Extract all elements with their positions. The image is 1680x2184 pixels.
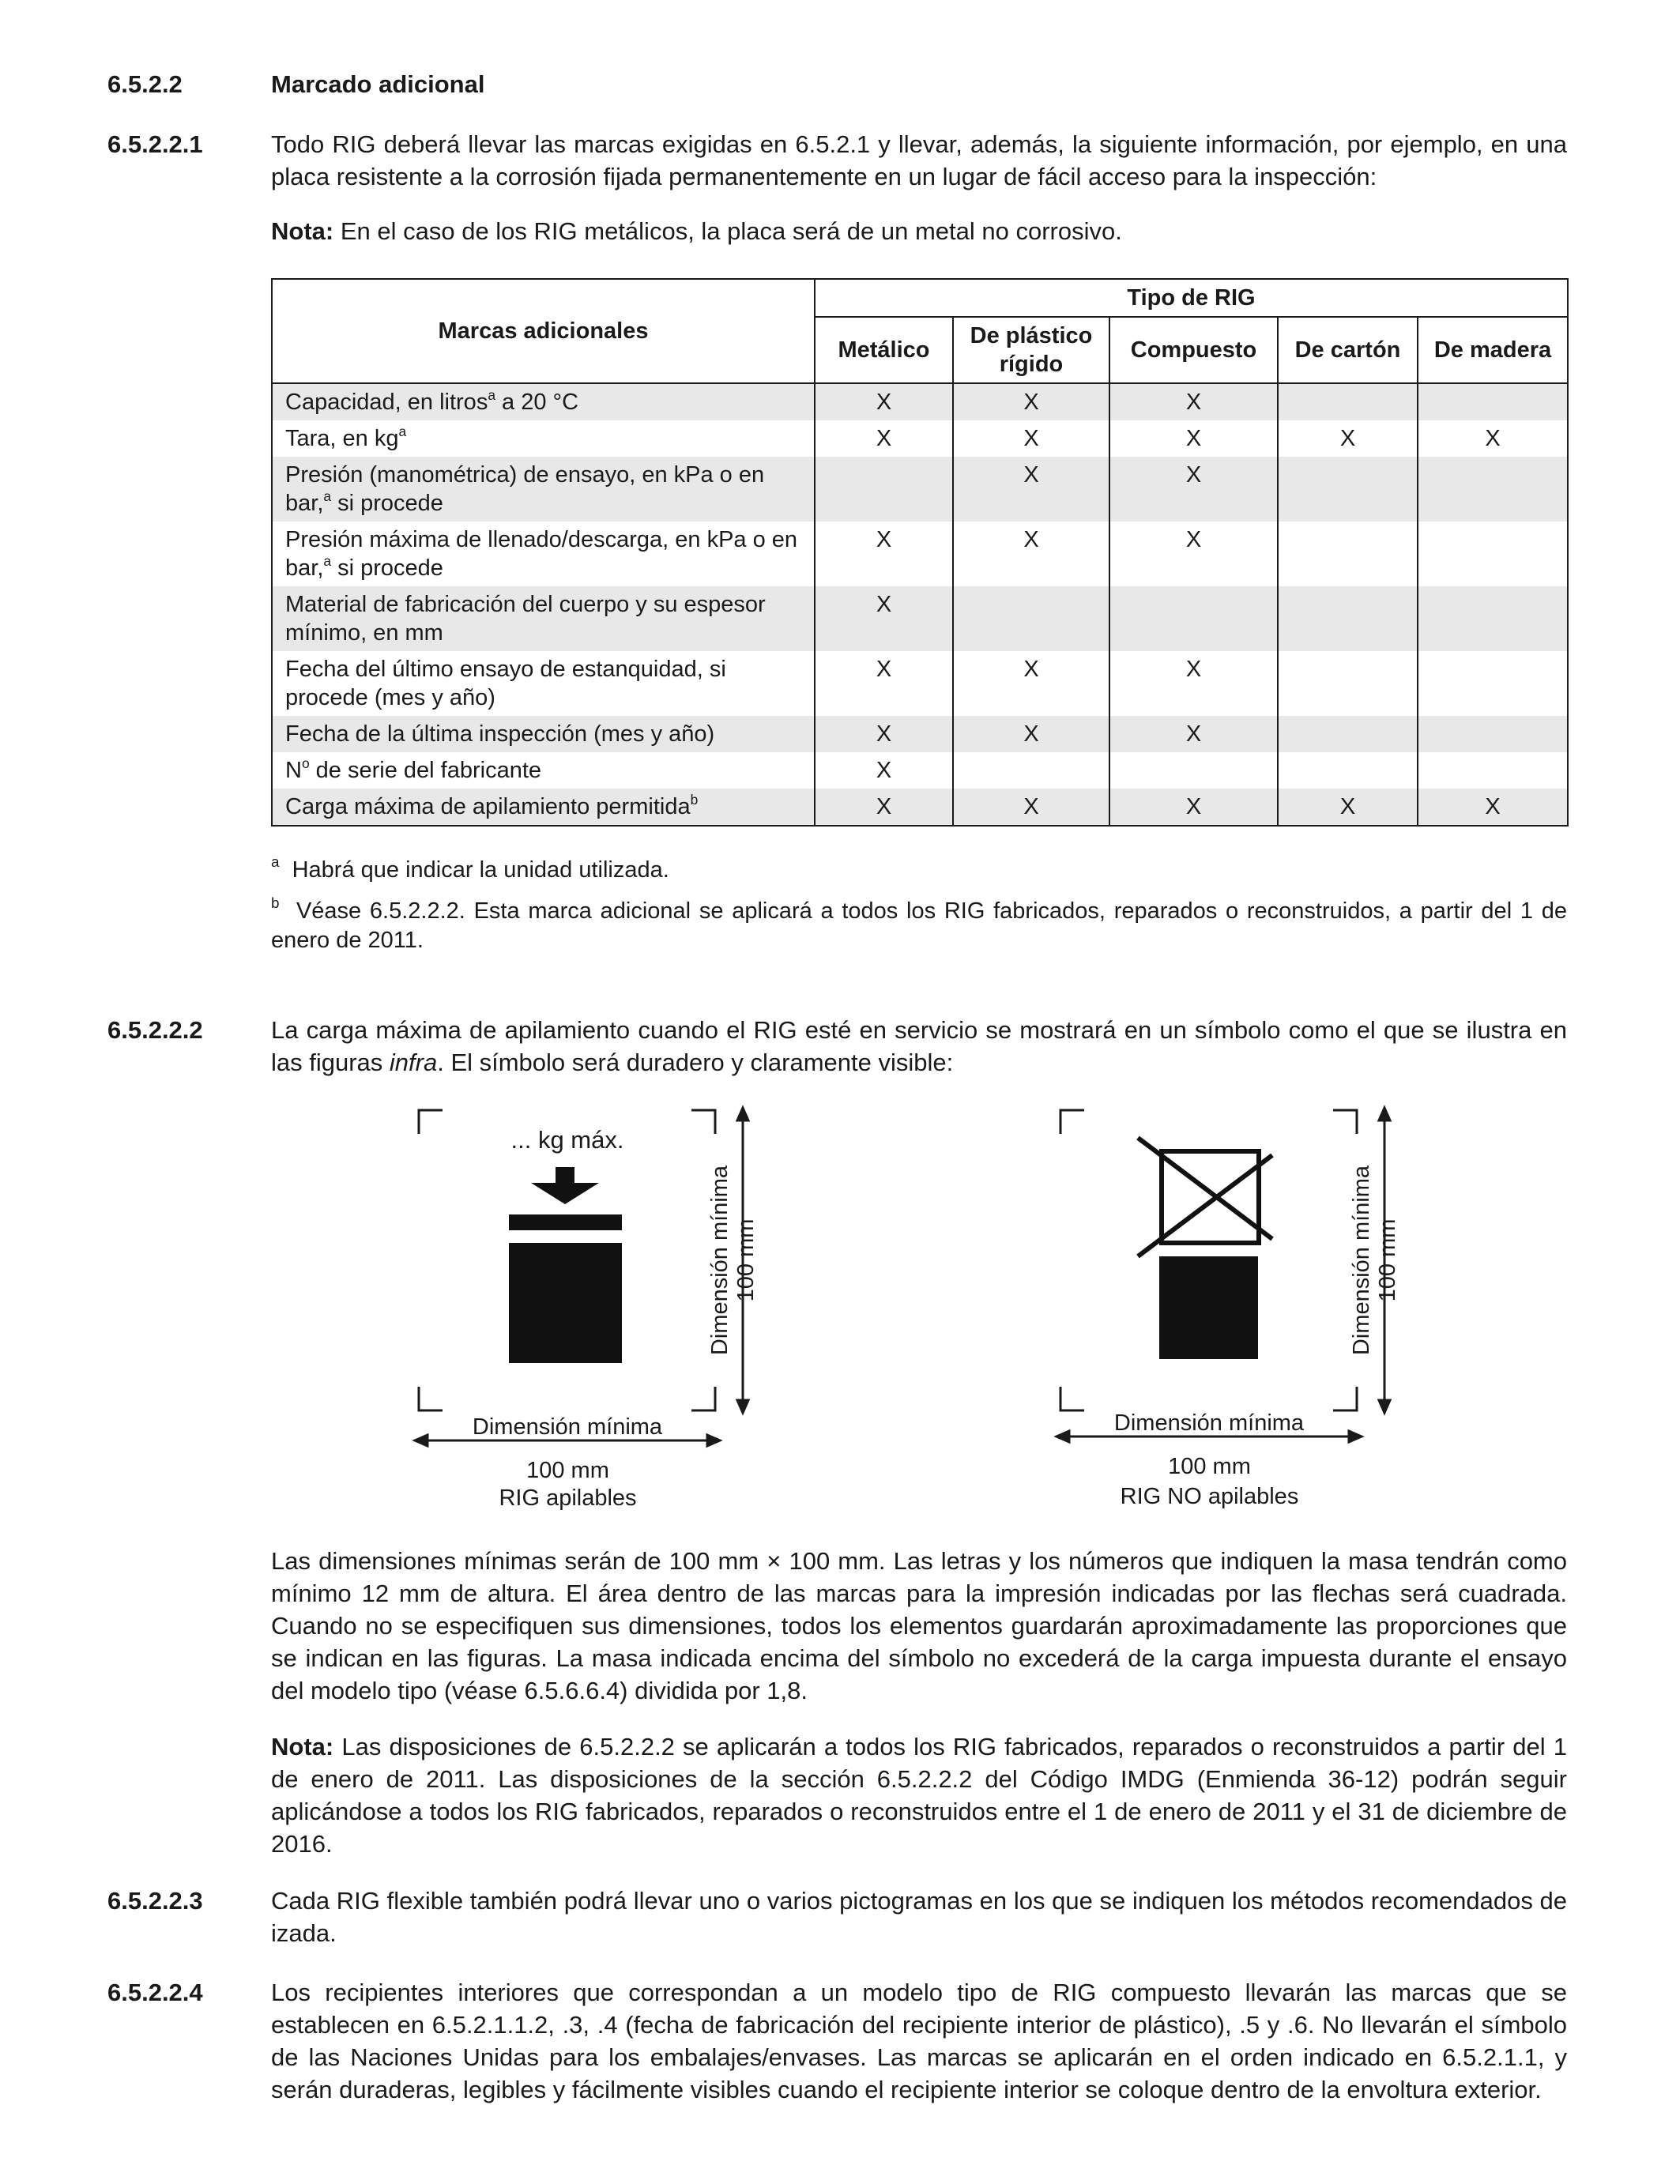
mark-cell: X — [953, 651, 1109, 716]
mark-cell: X — [815, 420, 953, 457]
dim-vertical-line1: Dimensión mínima — [1349, 1165, 1374, 1356]
mark-cell — [953, 586, 1109, 651]
paragraph-number-4: 6.5.2.2.4 — [107, 1979, 203, 2006]
table-row — [272, 420, 1568, 457]
mark-cell: X — [815, 716, 953, 752]
dim-horizontal-line1: Dimensión mínima — [472, 1414, 663, 1440]
mark-cell: X — [953, 716, 1109, 752]
table-row — [272, 716, 1568, 752]
row-label — [272, 586, 815, 651]
footnote-a-mark: a — [271, 853, 280, 870]
row-label-sup: o — [301, 755, 310, 771]
mark-cell: X — [815, 383, 953, 420]
section-title: Marcado adicional — [271, 70, 485, 98]
table-row — [272, 383, 1568, 420]
mark-cell — [1278, 383, 1418, 420]
rig-box-icon — [509, 1243, 622, 1363]
row-label — [272, 752, 815, 789]
dim-vertical-line2: 100 mm — [1375, 1218, 1400, 1302]
row-label — [272, 522, 815, 586]
table-row — [272, 586, 1568, 651]
mark-cell: X — [1109, 789, 1278, 826]
mark-cell — [1418, 522, 1568, 586]
mark-cell: X — [1278, 420, 1418, 457]
mark-cell — [1418, 716, 1568, 752]
mark-cell: X — [815, 752, 953, 789]
row-label-tail: si procede — [331, 555, 443, 581]
mark-cell — [1418, 752, 1568, 789]
row-label-text: Fecha del último ensayo de estanquidad, si procede (mes y año) — [285, 657, 726, 710]
footnote-b — [271, 894, 1567, 955]
rig-box-icon — [1159, 1256, 1258, 1359]
row-label — [272, 651, 815, 716]
dim-horizontal-line2-left: 100 mm — [526, 1458, 609, 1483]
row-label — [272, 716, 815, 752]
table-row — [272, 789, 1568, 826]
dim-horizontal-line2-right: 100 mm — [1168, 1454, 1251, 1479]
paragraph-3: Las dimensiones mínimas serán de 100 mm × 100 mm. Las letras y los números que indiquen la masa tendrán como mínimo 12 mm de altura. El área dentro de las marcas para la impresión indicadas por las flechas será cuadrada. Cuando no se especifiquen sus dimensiones, todos los elementos guardarán aproximadamente las proporciones que se indican en las figuras. La masa indicada encima del símbolo no excederá de la carga impuesta durante el ensayo del modelo tipo (véase 6.5.6.6.4) dividida por 1,8. — [271, 1547, 1567, 1704]
col-header-compuesto: Compuesto — [1109, 317, 1278, 383]
mark-cell: X — [953, 789, 1109, 826]
mark-cell: X — [953, 457, 1109, 522]
row-label-text: N — [285, 758, 302, 783]
footnote-a — [271, 853, 1567, 885]
row-label-tail: de serie del fabricante — [309, 758, 542, 783]
mark-cell: X — [1418, 420, 1568, 457]
footnote-b-mark: b — [271, 894, 280, 911]
row-label — [272, 420, 815, 457]
row-label — [272, 383, 815, 420]
paragraph-2-text-b: . El símbolo será duradero y claramente visible: — [437, 1049, 954, 1076]
mark-cell: X — [1418, 789, 1568, 826]
mark-cell — [1278, 716, 1418, 752]
mark-cell — [815, 457, 953, 522]
mark-cell: X — [1109, 716, 1278, 752]
col-header-marks: Marcas adicionales — [272, 279, 815, 383]
note-2-text: Las disposiciones de 6.5.2.2.2 se aplicarán a todos los RIG fabricados, reparados o reconstruidos a partir del 1 de enero de 2011. Las disposiciones de la sección 6.5.2.2.2 del Código IMDG (Enmienda 36-12) podrán seguir aplicándose a todos los RIG fabricados, reparados o reconstruidos entre el 1 de enero de 2011 y el 31 de diciembre de 2016. — [271, 1733, 1567, 1858]
mark-cell — [953, 752, 1109, 789]
dim-vertical-line1: Dimensión mínima — [707, 1165, 733, 1356]
col-header-madera: De madera — [1418, 317, 1568, 383]
mark-cell: X — [1109, 522, 1278, 586]
mark-cell — [1278, 457, 1418, 522]
row-label-text: Fecha de la última inspección (mes y año) — [285, 721, 715, 747]
stackable-symbol-figure — [395, 1098, 774, 1454]
table-row — [272, 522, 1568, 586]
paragraph-1: Todo RIG deberá llevar las marcas exigidas en 6.5.2.1 y llevar, además, la siguiente información, por ejemplo, en una placa resistente a la corrosión fijada permanentemente en un lugar de fácil acceso para la inspección: — [271, 130, 1567, 190]
paragraph-2-italic: infra — [389, 1049, 438, 1076]
row-label-sup: a — [488, 386, 495, 403]
row-label — [272, 457, 815, 522]
caption-non-stackable: RIG NO apilables — [1120, 1484, 1299, 1509]
row-label-text: Carga máxima de apilamiento permitida — [285, 794, 691, 819]
dim-vertical-line2: 100 mm — [733, 1218, 759, 1302]
mark-cell: X — [1278, 789, 1418, 826]
mark-cell — [1109, 586, 1278, 651]
row-label-text: Capacidad, en litros — [285, 390, 488, 415]
mark-cell — [1418, 383, 1568, 420]
mark-cell: X — [1109, 457, 1278, 522]
paragraph-number-3: 6.5.2.2.3 — [107, 1887, 203, 1915]
footnote-b-text: Véase 6.5.2.2.2. Esta marca adicional se aplicará a todos los RIG fabricados, reparados o reconstruidos, a partir del 1 de enero de 2011. — [271, 898, 1567, 953]
mark-cell: X — [953, 420, 1109, 457]
paragraph-5: Cada RIG flexible también podrá llevar uno o varios pictogramas en los que se indiquen los métodos recomendados de izada. — [271, 1887, 1567, 1947]
mark-cell: X — [1109, 420, 1278, 457]
paragraph-6: Los recipientes interiores que correspondan a un modelo tipo de RIG compuesto llevarán las marcas que se establecen en 6.5.2.1.1.2, .3, .4 (fecha de fabricación del recipiente interior de plástico), .5 y .6. No llevarán el símbolo de las Naciones Unidas para los embalajes/envases. Las marcas se aplicarán en el orden indicado en 6.5.2.1.1, y serán duraderas, legibles y fácilmente visibles cuando el recipiente interior se coloque dentro de la envoltura exterior. — [271, 1979, 1567, 2103]
mark-cell — [1418, 651, 1568, 716]
mark-cell: X — [1109, 651, 1278, 716]
row-label-text: Presión (manométrica) de ensayo, en kPa o en bar, — [285, 462, 765, 516]
mark-cell: X — [815, 789, 953, 826]
row-label-tail: si procede — [331, 491, 443, 516]
note-1 — [271, 215, 1567, 247]
mark-cell — [1418, 457, 1568, 522]
row-label-sup: a — [323, 552, 332, 569]
mark-cell: X — [815, 586, 953, 651]
paragraph-2 — [271, 1014, 1567, 1079]
paragraph-number-2: 6.5.2.2.2 — [107, 1016, 203, 1044]
mark-cell — [1278, 522, 1418, 586]
paragraph-2-text-a: La carga máxima de apilamiento cuando el RIG esté en servicio se mostrará en un símbolo como el que se ilustra en las figuras — [271, 1016, 1567, 1076]
section-number: 6.5.2.2 — [107, 70, 183, 98]
group-header-type: Tipo de RIG — [815, 279, 1568, 317]
mark-cell — [1109, 752, 1278, 789]
mark-cell — [1278, 586, 1418, 651]
row-label-sup: b — [690, 791, 699, 808]
col-header-carton: De cartón — [1278, 317, 1418, 383]
row-label-text: Material de fabricación del cuerpo y su espesor mínimo, en mm — [285, 592, 766, 646]
row-label-tail: a 20 °C — [495, 390, 579, 415]
max-weight-label: ... kg máx. — [510, 1126, 624, 1154]
mark-cell: X — [815, 522, 953, 586]
down-arrow-icon — [531, 1167, 599, 1204]
footnote-a-text: Habrá que indicar la unidad utilizada. — [292, 857, 669, 883]
row-label-sup: a — [323, 488, 332, 504]
row-label-sup: a — [398, 423, 407, 439]
note-label: Nota: — [271, 217, 334, 245]
table-row — [272, 651, 1568, 716]
dim-horizontal-line1: Dimensión mínima — [1113, 1410, 1305, 1436]
additional-marks-table — [271, 278, 1569, 827]
col-header-plastico: De plástico rígido — [953, 317, 1109, 383]
row-label-text: Tara, en kg — [285, 426, 399, 451]
row-label — [272, 789, 815, 826]
mark-cell: X — [815, 651, 953, 716]
note-text: En el caso de los RIG metálicos, la placa será de un metal no corrosivo. — [333, 217, 1122, 245]
col-header-metalico: Metálico — [815, 317, 953, 383]
mark-cell — [1418, 586, 1568, 651]
paragraph-number-1: 6.5.2.2.1 — [107, 130, 203, 158]
load-bar — [509, 1214, 622, 1230]
mark-cell: X — [953, 522, 1109, 586]
mark-cell: X — [953, 383, 1109, 420]
caption-stackable: RIG apilables — [499, 1485, 637, 1511]
note-2 — [271, 1730, 1567, 1860]
mark-cell — [1278, 752, 1418, 789]
non-stackable-symbol-figure — [1037, 1098, 1416, 1454]
note-2-label: Nota: — [271, 1733, 334, 1760]
mark-cell: X — [1109, 383, 1278, 420]
table-row — [272, 457, 1568, 522]
mark-cell — [1278, 651, 1418, 716]
table-row — [272, 752, 1568, 789]
row-label-text: Presión máxima de llenado/descarga, en kPa o en bar, — [285, 527, 798, 581]
